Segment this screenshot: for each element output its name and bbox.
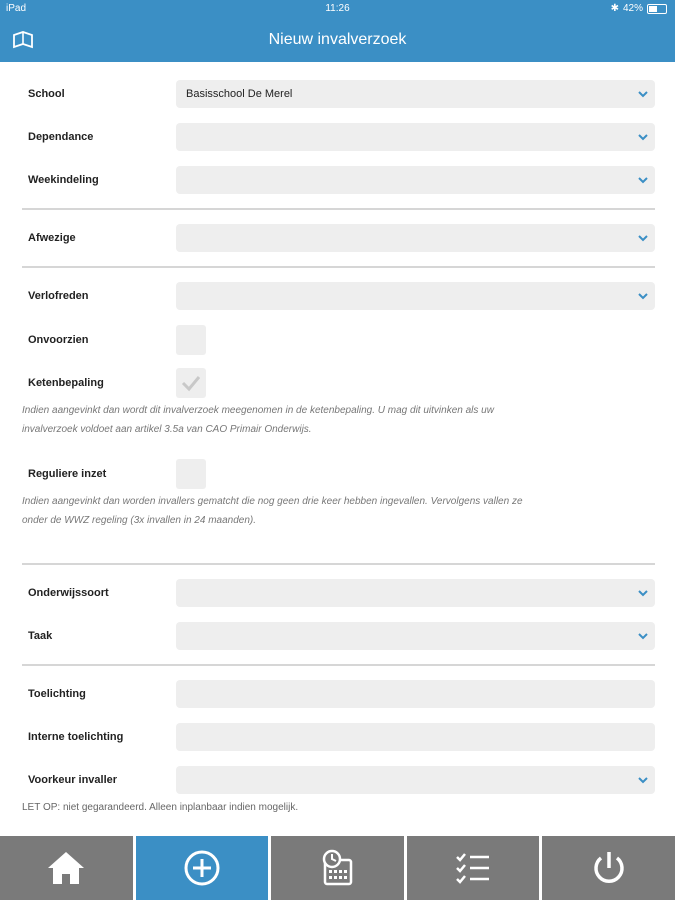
toelichting-row <box>28 680 655 708</box>
onvoorzien-label: Onvoorzien <box>28 334 89 346</box>
school-value: Basisschool De Merel <box>186 88 293 100</box>
tab-new-request[interactable] <box>136 836 269 900</box>
dependance-select[interactable] <box>176 123 655 151</box>
note-text: LET OP: niet gegarandeerd. Alleen inplanbaar indien mogelijk. <box>22 802 299 813</box>
reguliere-inzet-row <box>28 459 655 489</box>
section-divider <box>22 208 655 210</box>
taak-label: Taak <box>28 630 53 642</box>
onderwijssoort-row <box>28 579 655 607</box>
weekindeling-select[interactable] <box>176 166 655 194</box>
onvoorzien-checkbox[interactable] <box>176 325 206 355</box>
reguliere-inzet-help <box>22 492 655 530</box>
status-right <box>611 3 667 14</box>
chevron-down-icon <box>637 630 649 642</box>
section-divider <box>22 563 655 565</box>
home-icon <box>46 850 86 886</box>
chevron-down-icon <box>637 774 649 786</box>
interne-toelichting-label: Interne toelichting <box>28 731 124 743</box>
dependance-label: Dependance <box>28 131 94 143</box>
tab-logout[interactable] <box>542 836 675 900</box>
school-row <box>28 80 655 108</box>
reguliere-inzet-help-line: onder de WWZ regeling (3x invallen in 24 maanden). <box>22 515 257 526</box>
taak-select[interactable] <box>176 622 655 650</box>
taak-row <box>28 622 655 650</box>
school-select[interactable] <box>176 80 655 108</box>
ketenbepaling-checkbox[interactable] <box>176 368 206 398</box>
power-icon <box>589 848 629 888</box>
checkmark-icon <box>180 372 202 394</box>
device-name: iPad <box>6 3 27 14</box>
reguliere-inzet-help-line: Indien aangevinkt dan worden invallers gematcht die nog geen drie keer hebben ingevallen. Vervolgens vallen ze <box>22 496 523 507</box>
chevron-down-icon <box>637 290 649 302</box>
chevron-down-icon <box>637 131 649 143</box>
section-divider <box>22 664 655 666</box>
verlofreden-row <box>28 282 655 310</box>
voorkeur-invaller-row <box>28 766 655 794</box>
onderwijssoort-label: Onderwijssoort <box>28 587 109 599</box>
dependance-row <box>28 123 655 151</box>
bluetooth-icon: ✱ <box>610 3 619 14</box>
battery-percentage: 42% <box>622 3 643 14</box>
onderwijssoort-select[interactable] <box>176 579 655 607</box>
chevron-down-icon <box>637 587 649 599</box>
afwezige-label: Afwezige <box>28 232 76 244</box>
afwezige-row <box>28 224 655 252</box>
voorkeur-invaller-label: Voorkeur invaller <box>28 774 118 786</box>
ketenbepaling-help-line: invalverzoek voldoet aan artikel 3.5a van CAO Primair Onderwijs. <box>22 424 312 435</box>
chevron-down-icon <box>637 88 649 100</box>
tab-checklist[interactable] <box>407 836 540 900</box>
section-divider <box>22 266 655 268</box>
voorkeur-invaller-select[interactable] <box>176 766 655 794</box>
header-bar <box>0 18 675 62</box>
calendar-clock-icon <box>317 848 357 888</box>
ketenbepaling-help-line: Indien aangevinkt dan wordt dit invalverzoek meegenomen in de ketenbepaling. U mag dit uitvinken als uw <box>22 405 494 416</box>
verlofreden-select[interactable] <box>176 282 655 310</box>
status-time: 11:26 <box>325 3 350 14</box>
battery-icon <box>647 4 667 14</box>
interne-toelichting-input[interactable] <box>176 723 655 751</box>
add-circle-icon <box>182 848 222 888</box>
status-bar <box>0 0 675 18</box>
checklist-icon <box>453 848 493 888</box>
tab-bar <box>0 836 675 900</box>
toelichting-input[interactable] <box>176 680 655 708</box>
afwezige-select[interactable] <box>176 224 655 252</box>
page-title: Nieuw invalverzoek <box>268 31 407 48</box>
chevron-down-icon <box>637 232 649 244</box>
chevron-down-icon <box>637 174 649 186</box>
ketenbepaling-help <box>22 401 655 439</box>
verlofreden-label: Verlofreden <box>28 290 89 302</box>
school-label: School <box>28 88 65 100</box>
toelichting-label: Toelichting <box>28 688 86 700</box>
tab-calendar[interactable] <box>271 836 404 900</box>
weekindeling-label: Weekindeling <box>28 174 99 186</box>
weekindeling-row <box>28 166 655 194</box>
ketenbepaling-row <box>28 368 655 398</box>
ketenbepaling-label: Ketenbepaling <box>28 377 104 389</box>
onvoorzien-row <box>28 325 655 355</box>
interne-toelichting-row <box>28 723 655 751</box>
reguliere-inzet-checkbox[interactable] <box>176 459 206 489</box>
reguliere-inzet-label: Reguliere inzet <box>28 468 107 480</box>
tab-home[interactable] <box>0 836 133 900</box>
